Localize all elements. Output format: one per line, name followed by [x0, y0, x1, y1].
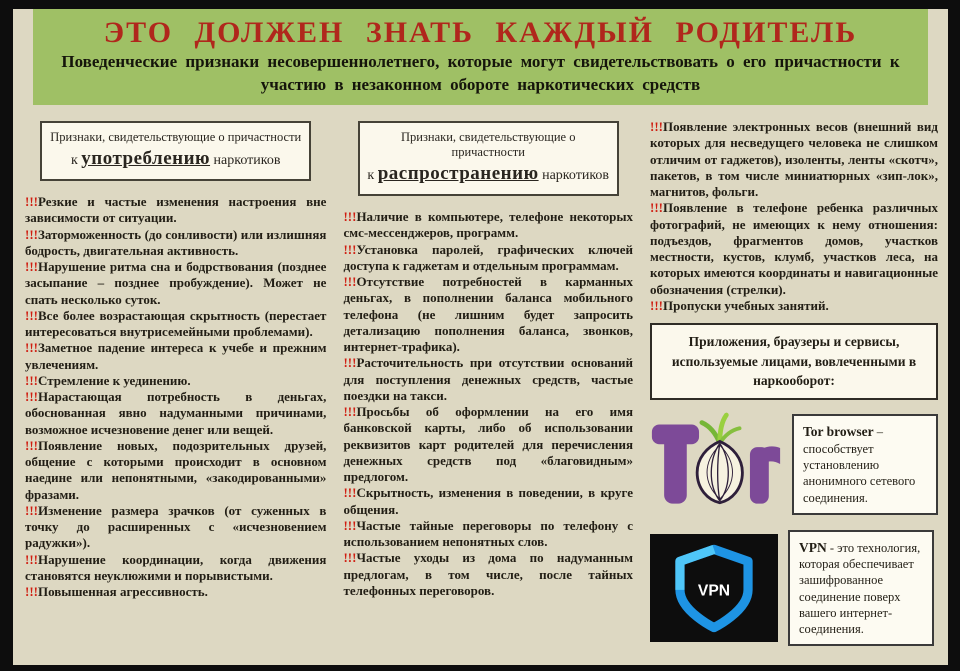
warning-marker: !!!: [25, 226, 38, 242]
tor-note-label: Tor browser: [803, 424, 874, 440]
tor-row: [650, 411, 938, 519]
warning-marker: !!!: [25, 194, 38, 209]
distribution-header-line1: Признаки, свидетельствующие о причастности: [400, 130, 576, 159]
warning-marker: !!!: [343, 274, 357, 289]
item-text: Скрытность, изменения в поведении, в круге общения.: [343, 485, 633, 517]
warning-marker: !!!: [343, 241, 357, 257]
svg-text:VPN: VPN: [697, 582, 731, 600]
use-items-list: [25, 194, 326, 600]
item-text: Появление в телефоне ребенка различных фотографий, не имеющих к нему отношения: подъездов, фрагментов домов, участков местности, кустов, клумб, участков леса, на которых имеются координаты и навигационные обозначения (стрелки).: [650, 200, 938, 297]
item-text: Расточительность при отсутствии оснований для поступления денежных средств, частые поездки на такси.: [343, 355, 633, 403]
poster-subtitle: Поведенческие признаки несовершеннолетнего, которые могут свидетельствовать о его причастности к участию в незаконном обороте наркотических средств: [61, 52, 900, 94]
warning-marker: !!!: [343, 355, 357, 371]
item-text: Заторможенность (до сонливости) или излишняя бодрость, двигательная активность.: [25, 226, 327, 258]
item-text: Заметное падение интереса к учебе и прежним увлечениям.: [25, 340, 327, 372]
warning-marker: !!!: [25, 551, 38, 567]
warning-marker: !!!: [25, 340, 38, 356]
list-item: [343, 485, 633, 518]
warning-marker: !!!: [25, 389, 38, 404]
list-item: [25, 503, 326, 552]
item-text: Нарушение ритма сна и бодрствования (позднее засыпание – позднее пробуждение). Может не спать несколько суток.: [25, 259, 327, 307]
vpn-note-box: [788, 530, 934, 647]
list-item: [343, 209, 633, 242]
item-text: Отсутствие потребностей в карманных деньгах, в пополнении баланса мобильного телефона (не лишним будет запросить детализацию пополнения баланса, звонков, интернет-трафика).: [343, 274, 633, 354]
use-header-suffix: наркотиков: [210, 153, 281, 168]
list-item: [650, 119, 938, 200]
list-item: [25, 340, 326, 373]
use-header-prefix: к: [70, 153, 82, 168]
header-band: [33, 9, 928, 105]
list-item: [650, 200, 938, 298]
use-header-line1: Признаки, свидетельствующие о причастности: [50, 130, 302, 144]
warning-marker: !!!: [25, 584, 38, 599]
distribution-header-line2: [366, 163, 611, 185]
use-header-line2: [48, 148, 303, 170]
item-text: Появление новых, подозрительных друзей, общение с которыми происходит в основном наедине или непонятными, «закодированными» фразами.: [25, 437, 327, 502]
poster-title: ЭТО ДОЛЖЕН ЗНАТЬ КАЖДЫЙ РОДИТЕЛЬ: [103, 16, 858, 49]
distribution-header-keyword: распространению: [377, 163, 539, 184]
list-item: [343, 550, 633, 599]
warning-marker: !!!: [25, 372, 38, 388]
item-text: Резкие и частые изменения настроения вне зависимости от ситуации.: [25, 194, 327, 226]
list-item: [25, 389, 326, 438]
right-items-list: [650, 119, 938, 314]
list-item: [650, 298, 938, 314]
list-item: [343, 518, 633, 551]
warning-marker: !!!: [650, 119, 663, 134]
vpn-note-text: - это технология, которая обеспечивает зашифрованное соединение поверх вашего интернет-соединения.: [799, 540, 921, 637]
list-item: [25, 552, 326, 585]
item-text: Все более возрастающая скрытность (перестает интересоваться внутрисемейными проблемами).: [25, 307, 327, 339]
distribution-header-prefix: к: [367, 168, 378, 183]
apps-services-box: Приложения, браузеры и сервисы, используемые лицами, вовлеченными в наркооборот:: [650, 323, 938, 400]
item-text: Нарушение координации, когда движения становятся неуклюжими и порывистыми.: [25, 551, 327, 583]
distribution-header-suffix: наркотиков: [538, 168, 610, 183]
list-item: [25, 584, 326, 600]
item-text: Нарастающая потребность в деньгах, обоснованная явно надуманными причинами, возможное исчезновение денег или вещей.: [25, 389, 327, 437]
warning-marker: !!!: [25, 259, 38, 274]
use-header-box: [40, 121, 311, 181]
column-right: [650, 119, 938, 654]
warning-marker: !!!: [343, 517, 357, 533]
item-text: Просьбы об оформлении на его имя банковской карты, либо об использовании реквизитов карт родителей для перечисления денежных средств под «благовидным» предлогом.: [343, 404, 633, 484]
item-text: Установка паролей, графических ключей доступа к гаджетам и отдельным программам.: [343, 241, 633, 273]
item-text: Появление электронных весов (внешний вид которых для несведущего человека не слишком отличим от гаджетов), изоленты, ленты «скотч», пакетов, в том числе миниатюрных «зип-лок», магнитов, фольги.: [650, 119, 938, 199]
warning-marker: !!!: [650, 297, 663, 313]
use-header-keyword: употреблению: [81, 148, 211, 169]
list-item: [25, 227, 326, 260]
warning-marker: !!!: [25, 502, 38, 518]
warning-marker: !!!: [650, 200, 663, 216]
list-item: [343, 355, 633, 404]
column-use: [25, 119, 326, 654]
list-item: [343, 404, 633, 485]
warning-marker: !!!: [25, 307, 38, 323]
list-item: [25, 308, 326, 341]
warning-marker: !!!: [343, 209, 357, 224]
vpn-logo-tile: [650, 534, 778, 642]
list-item: [25, 259, 326, 308]
vpn-note-label: VPN: [799, 539, 827, 555]
list-item: [25, 194, 326, 227]
warning-marker: !!!: [25, 437, 38, 453]
distribution-header-box: [358, 121, 619, 196]
tor-note-box: [792, 414, 938, 515]
item-text: Частые тайные переговоры по телефону с использованием непонятных слов.: [343, 517, 633, 549]
vpn-shield-icon: [668, 542, 760, 634]
item-text: Наличие в компьютере, телефоне некоторых смс-мессенджеров, программ.: [343, 209, 633, 241]
warning-marker: !!!: [343, 404, 357, 419]
tor-note-text: – способствует установлению анонимного сетевого соединения.: [803, 425, 916, 505]
item-text: Изменение размера зрачков (от суженных в точку до расширенных с «исчезновением радужки»).: [25, 502, 327, 551]
poster-page: [13, 9, 948, 665]
list-item: [343, 274, 633, 355]
bottom-spacer: [650, 646, 938, 654]
warning-marker: !!!: [343, 550, 357, 566]
warning-marker: !!!: [343, 485, 357, 501]
list-item: [25, 438, 326, 503]
column-distribution: [343, 119, 633, 654]
columns-container: [13, 105, 948, 654]
list-item: [25, 373, 326, 389]
vpn-row: [650, 530, 938, 647]
item-text: Стремление к уединению.: [38, 372, 191, 388]
item-text: Пропуски учебных занятий.: [663, 297, 829, 313]
distribution-items-list: [343, 209, 633, 599]
tor-browser-logo-icon: [650, 411, 782, 519]
item-text: Частые уходы из дома по надуманным предлогам, в том числе, после тайных телефонных переговоров.: [343, 550, 633, 598]
list-item: [343, 242, 633, 275]
item-text: Повышенная агрессивность.: [38, 584, 208, 599]
